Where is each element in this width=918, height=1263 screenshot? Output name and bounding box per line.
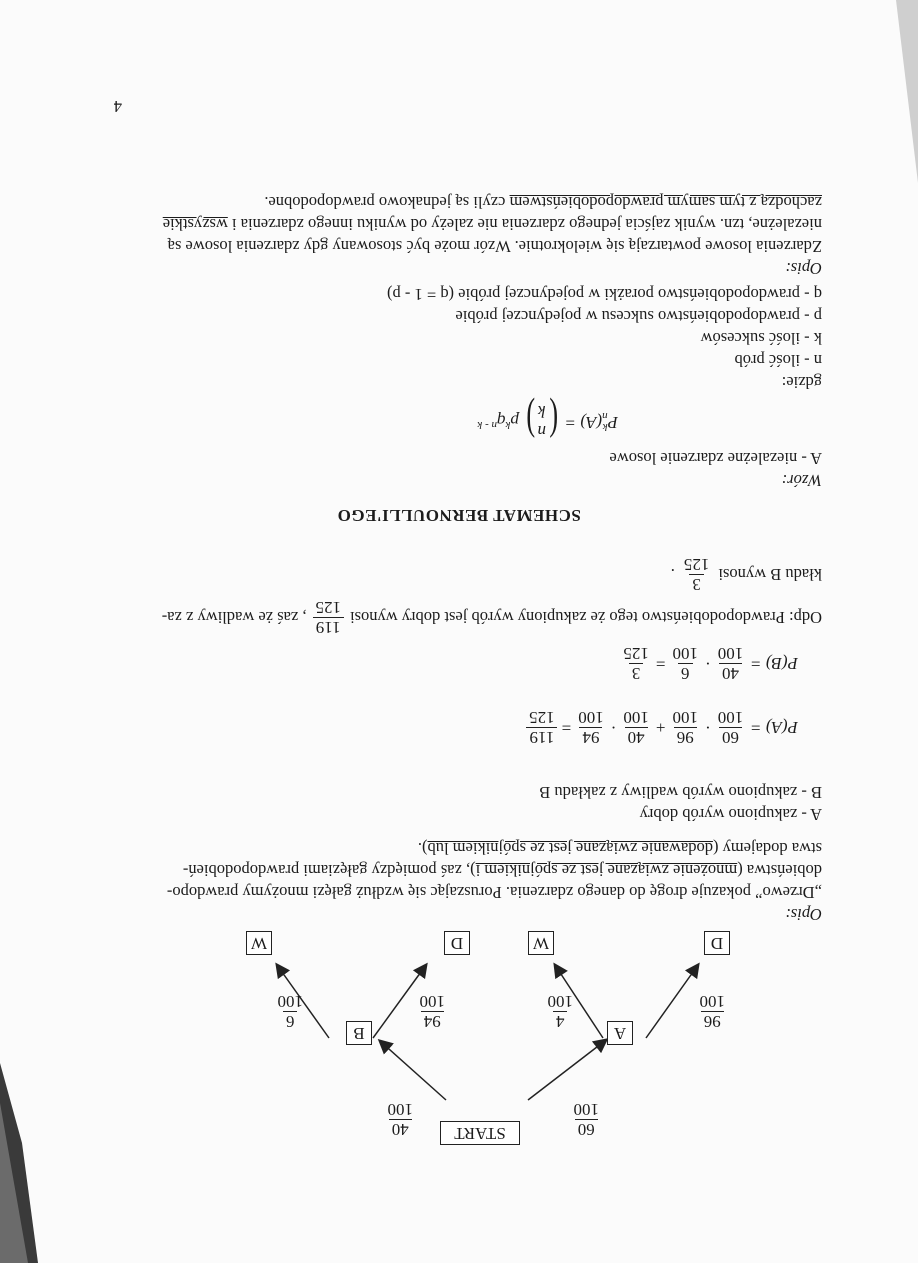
def-n: n - ilość prób: [734, 351, 822, 370]
prob-start-b: 40 100: [387, 1100, 413, 1139]
prob-a-d: 96 100: [699, 992, 725, 1031]
event-definitions: [539, 781, 822, 825]
description2-line-2: niezależne, tzn. wynik zajścia jednego zdarzenia nie zależy od wyniku innego zdarzenia i wszystkie: [162, 215, 822, 234]
section-title: SCHEMAT BERNOULLI'EGO: [337, 506, 581, 525]
description-line-3: stwa dodajemy (dodawanie związane jest ze spójnikiem lub).: [417, 839, 822, 858]
formula-section: [102, 447, 822, 491]
prob-a-w: 4 100: [547, 992, 573, 1031]
tree-node-d2: D: [444, 931, 470, 955]
answer-line-2: kładu B wynosi 3 125 .: [670, 555, 822, 594]
branch-start-a: [528, 1040, 606, 1100]
prob-b-d: 94 100: [419, 992, 445, 1031]
scan-edge-shadow: [858, 0, 918, 183]
tree-node-d1: D: [704, 931, 730, 955]
answer: [102, 555, 822, 637]
equation-pa: P(A) = 60 100 · 96 100 + 40 100 · 94 100 = 119 125: [526, 708, 798, 747]
event-b: B - zakupiono wyrób wadliwy z zakładu B: [539, 783, 822, 802]
branch-start-b: [380, 1041, 446, 1100]
branch-a-d: [646, 965, 698, 1038]
prob-start-a: 60 100: [573, 1100, 599, 1139]
def-q: q - prawdopodobieństwo porażki w pojedynczej próbie (q = 1 - p): [387, 285, 822, 304]
description-line-2: dobieństwa (mnożenie związane jest ze spójnikiem i), zaś pomiędzy gałęziami prawdopodobień-: [182, 861, 822, 880]
binomial-coefficient: ( n k ): [525, 397, 558, 446]
description-tree: [102, 837, 822, 925]
tree-node-b: B: [346, 1021, 372, 1045]
answer-line-1: Odp: Prawdopodobieństwo tego że zakupiony wyrób jest dobry wynosi 119 125 , zaś że wadliwy z za-: [161, 598, 822, 637]
def-p: p - prawdopodobieństwo sukcesu w pojedynczej próbie: [455, 307, 822, 326]
description2-line-3: zachodzą z tym samym prawdopodobieństwem czyli są jednakowo prawdopodobne.: [264, 193, 822, 212]
page-number: 4: [113, 97, 122, 116]
description2-line-1: Zdarzenia losowe powtarzają się wielokrotnie. Wzór może być stosowany gdy zdarzenia losowe są: [167, 237, 822, 256]
formula-heading: Wzór:: [781, 471, 822, 490]
prob-b-w: 6 100: [277, 992, 303, 1031]
tree-node-start: START: [440, 1121, 520, 1145]
description-heading-2: Opis:: [785, 259, 822, 278]
where-heading: gdzie:: [781, 373, 822, 392]
description-line-1: „Drzewo” pokazuje drogę do danego zdarzenia. Poruszając się wzdłuż gałęzi mnożymy prawdopo-: [166, 883, 822, 902]
bernoulli-formula: P k n (A) = ( n k ) $p^kq^{n - k}$: [477, 397, 618, 446]
description-bernoulli: [102, 191, 822, 279]
tree-node-w2: W: [246, 931, 272, 955]
description-heading: Opis:: [785, 905, 822, 924]
tree-node-a: A: [607, 1021, 633, 1045]
probability-tree-lines: [0, 933, 918, 1263]
event-a: A - zakupiono wyrób dobry: [639, 805, 822, 824]
def-k: k - ilość sukcesów: [700, 329, 822, 348]
independent-event-definition: A - niezależne zdarzenie losowe: [609, 449, 822, 468]
equation-pb: P(B) = 40 100 · 6 100 = 3 125: [623, 644, 798, 683]
variable-definitions: [102, 283, 822, 393]
tree-node-w1: W: [528, 931, 554, 955]
